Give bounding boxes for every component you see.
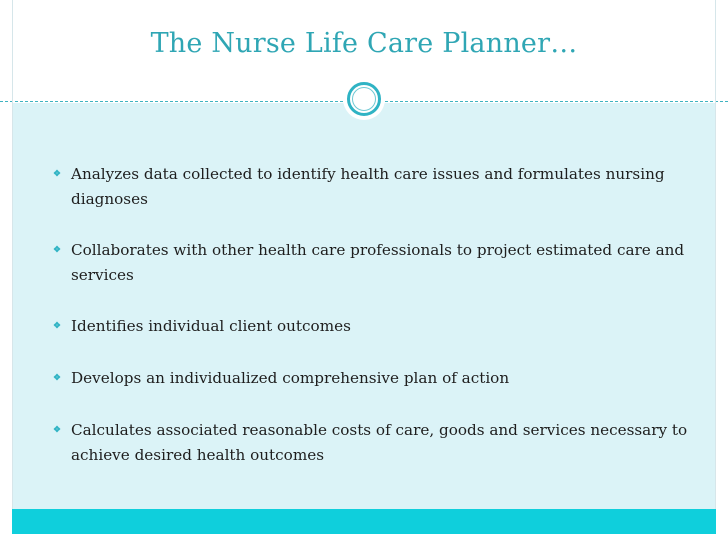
- diamond-bullet-icon: [50, 242, 64, 256]
- bullet-item: [50, 366, 690, 391]
- bullet-text: Analyzes data collected to identify health care issues and formulates nursing diagnoses: [71, 165, 665, 208]
- diamond-bullet-icon: [50, 370, 64, 384]
- bullet-item: [50, 314, 690, 339]
- bullet-item: [50, 418, 690, 468]
- bullet-text: Collaborates with other health care professionals to project estimated care and services: [71, 241, 685, 284]
- bottom-accent-bar: [12, 509, 716, 534]
- slide-title: The Nurse Life Care Planner…: [150, 28, 578, 59]
- bullet-text: Calculates associated reasonable costs of care, goods and services necessary to achieve desired health outcomes: [71, 421, 688, 464]
- bullet-text: Develops an individualized comprehensive plan of action: [71, 369, 510, 387]
- bullet-list: [50, 162, 690, 494]
- diamond-bullet-icon: [50, 318, 64, 332]
- diamond-bullet-icon: [50, 422, 64, 436]
- bullet-text: Identifies individual client outcomes: [71, 317, 351, 335]
- bullet-item: [50, 238, 690, 288]
- diamond-bullet-icon: [50, 166, 64, 180]
- bullet-item: [50, 162, 690, 212]
